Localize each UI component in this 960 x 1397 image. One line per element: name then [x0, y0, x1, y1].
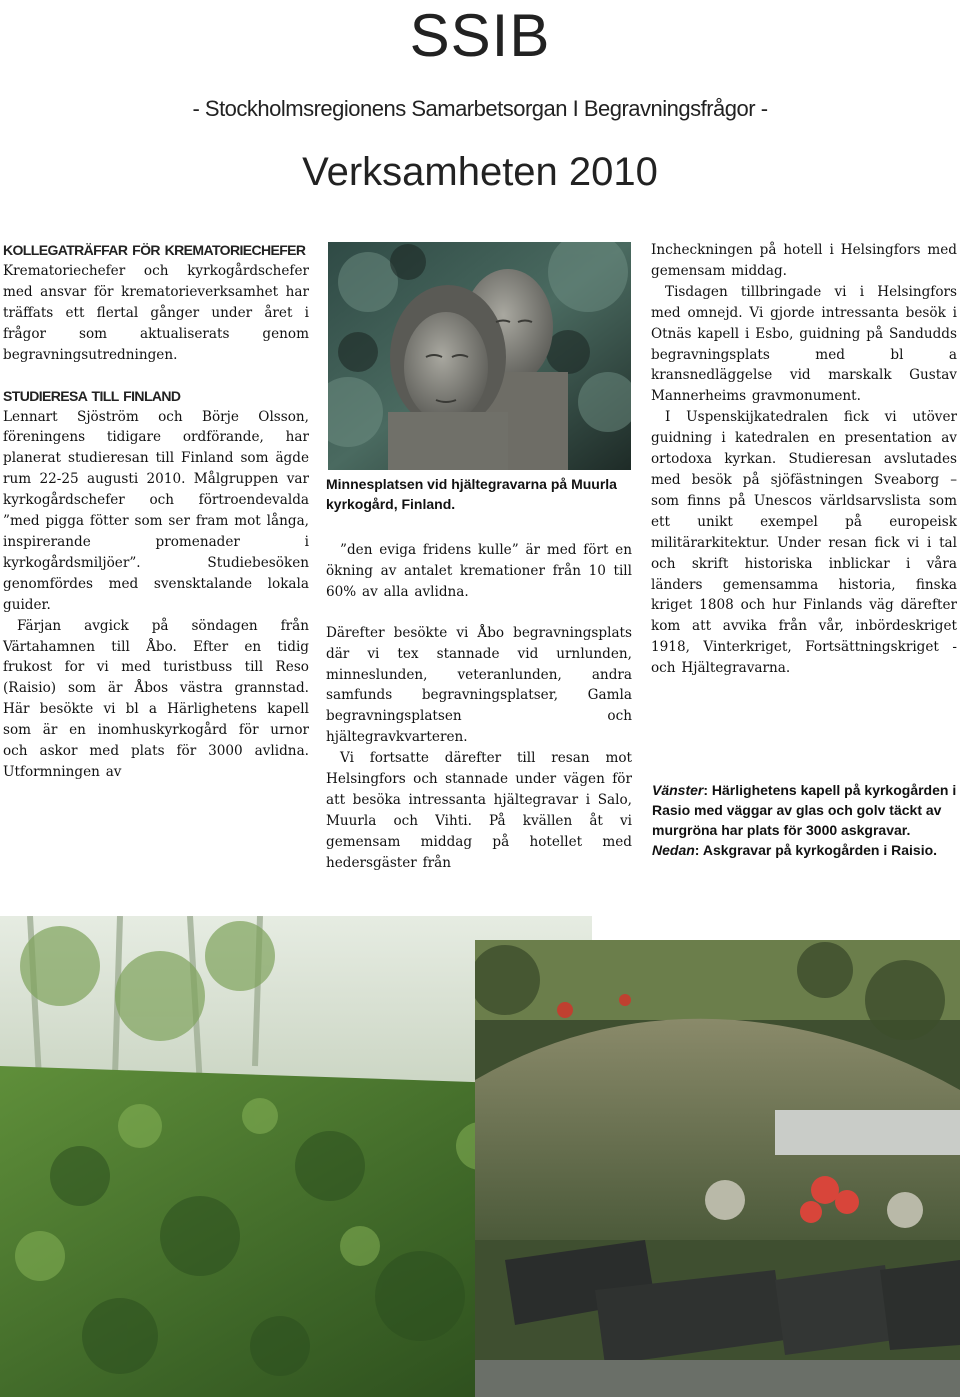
photo-captions [652, 780, 957, 860]
paragraph: I Uspenskijkatedralen fick vi utöver guidning i katedralen en presentation av ortodoxa kyrkan. Studieresan avslutades med besök på sjöfästningen Sveaborg – som finns på Unescos världsarvslista som ett unikt exempel på europeisk militärarkitektur. Under resan fick vi i tal och skrift historiska inblickar i våra länders gemensamma historia, finska kriget 1808 och hur Finlands väg därefter kom att avvika från vår, inbördeskriget 1918, Vinterkriget, Fortsättningskriget - och Hjältegravarna. [651, 409, 957, 677]
paragraph: Incheckningen på hotell i Helsingfors med gemensam middag. [651, 242, 957, 279]
statue-caption: Minnesplatsen vid hjältegravarna på Muurla kyrkogård, Finland. [326, 476, 617, 512]
caption-text: : Härlighetens kapell på kyrkogården i Rasio med väggar av glas och golv täckt av murgröna har plats för 3000 askgravar. [652, 782, 957, 838]
section-heading-kollegatraffar: KOLLEGATRÄFFAR FÖR KREMATORIECHEFER [3, 242, 306, 258]
left-column [3, 240, 309, 783]
page-heading: Verksamheten 2010 [302, 150, 658, 194]
caption-below-photo [652, 840, 957, 860]
paragraph: ”den eviga fridens kulle” är med fört en ökning av antalet kremationer från 10 till 60% av alla avlidna. [326, 542, 632, 600]
caption-label: Vänster [652, 782, 704, 798]
paragraph: Tisdagen tillbringade vi i Helsingfors med omnejd. Vi gjorde intressanta besök i Otnäs kapell i Esbo, guidning på Sandudds begravningsplats med bl a kransnedläggelse vid marskalk Gustav Mannerheims gravmonument. [651, 283, 957, 405]
caption-label: Nedan [652, 842, 695, 858]
section-heading-studieresa: STUDIERESA TILL FINLAND [3, 387, 181, 404]
masthead-subtitle: - Stockholmsregionens Samarbetsorgan I Begravningsfrågor - [192, 96, 768, 121]
paragraph: Färjan avgick på söndagen från Värtahamnen till Åbo. Efter en tidig frukost for vi med turistbuss till Reso (Raisio) som är Åbos västra grannstad. Här besökte vi bl a Härlighetens kapell som är en inomhuskyrkogård för urnor och askor med plats för 3000 avlidna. Utformningen av [3, 617, 309, 780]
caption-left-photo [652, 780, 957, 840]
middle-column [326, 540, 632, 874]
paragraph: Lennart Sjöström och Börje Olsson, föreningens tidigare ordförande, har planerat studieresan till Finland som ägde rum 22-25 augusti 2010. Målgruppen var kyrkogårdschefer och förtroendevalda ”med pigga fötter som ser fram mot långa, inspirerande promenader i kyrkogårdsmiljöer”. Studiebesöken genomfördes med svensktalande lokala guider. [3, 408, 309, 613]
paragraph: Krematoriechefer och kyrkogårdschefer med ansvar för krematorieverksamhet har träffats ett flertal gånger under året i frågor som aktualiserats genom begravningsutredningen. [3, 263, 309, 363]
right-column [651, 240, 957, 679]
paragraph: Därefter besökte vi Åbo begravningsplats där vi tex stannade vid urnlunden, minneslunden, veteranlunden, andra samfunds begravningsplatser, Gamla begravningsplatsen och hjältegravkvarteren. [326, 624, 632, 746]
caption-text: : Askgravar på kyrkogården i Raisio. [694, 842, 938, 858]
paragraph: Vi fortsatte därefter till resan mot Helsingfors och stannade under vägen för att besöka intressanta hjältegravar i Salo, Muurla och Vihti. På kvällen åt vi gemensam middag på hotellet med hedersgäster från [326, 750, 632, 871]
statue-photo [328, 242, 631, 470]
masthead-title: SSIB [409, 2, 551, 69]
ash-graves-photo [475, 940, 960, 1397]
